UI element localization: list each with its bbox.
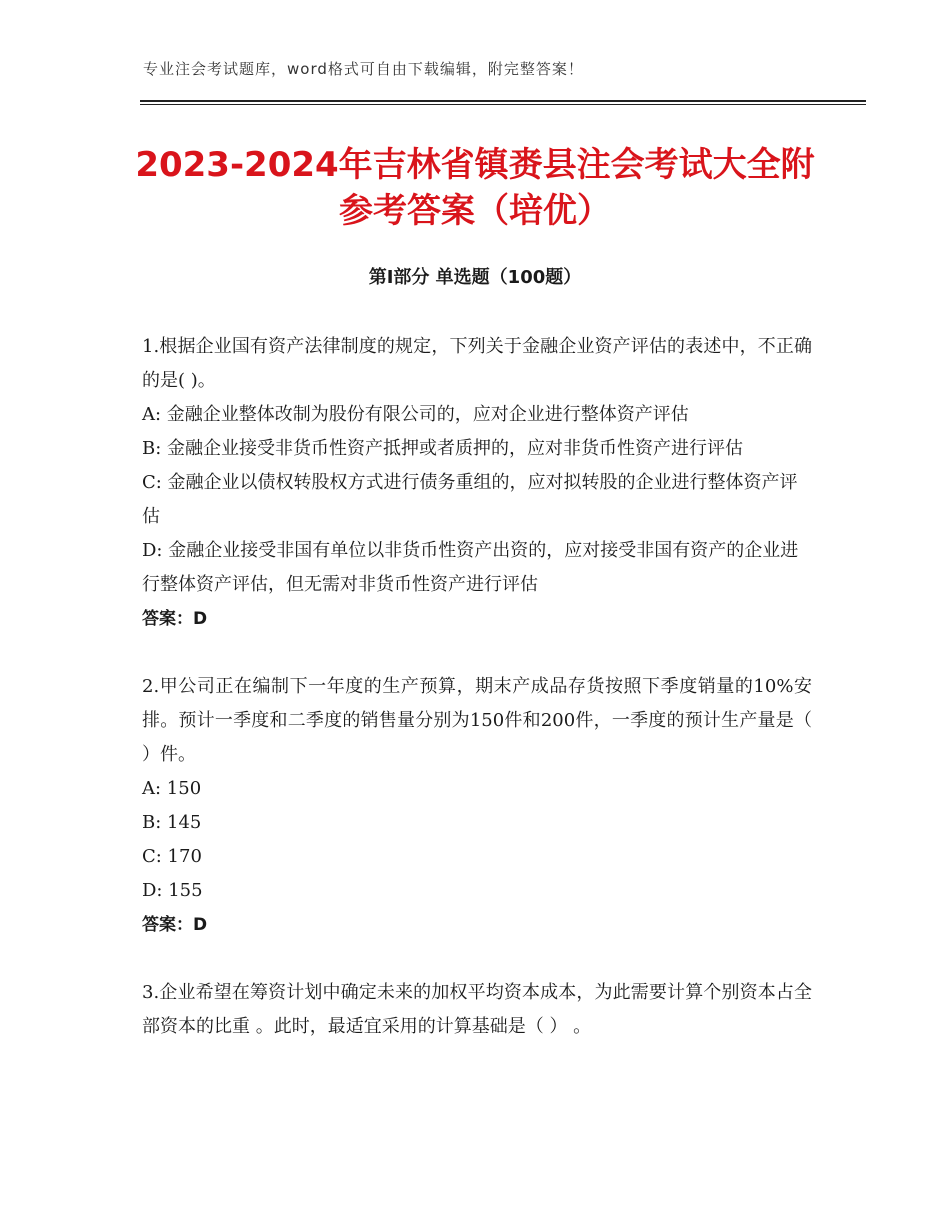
header-divider-thin — [140, 104, 866, 105]
question-1 — [142, 330, 812, 636]
question-stem: 1.根据企业国有资产法律制度的规定，下列关于金融企业资产评估的表述中，不正确的是( )。 — [142, 336, 812, 391]
question-3 — [142, 976, 812, 1044]
title-line-2: 参考答案（培优） — [339, 191, 611, 231]
option-c: C: 金融企业以债权转股权方式进行债务重组的，应对拟转股的企业进行整体资产评估 — [142, 472, 798, 527]
option-d: D: 金融企业接受非国有单位以非货币性资产出资的，应对接受非国有资产的企业进行整体资产评估，但无需对非货币性资产进行评估 — [142, 540, 799, 595]
option-a: A: 金融企业整体改制为股份有限公司的，应对企业进行整体资产评估 — [142, 404, 689, 425]
option-b: B: 145 — [142, 812, 202, 833]
answer: 答案：D — [142, 915, 208, 935]
option-d: D: 155 — [142, 880, 203, 901]
question-2 — [142, 670, 812, 942]
section-heading: 第Ⅰ部分 单选题（100题） — [368, 267, 582, 288]
question-list — [142, 330, 812, 1044]
answer: 答案：D — [142, 609, 208, 629]
question-stem: 3.企业希望在筹资计划中确定未来的加权平均资本成本，为此需要计算个别资本占全部资本的比重 。此时，最适宜采用的计算基础是（ ） 。 — [142, 982, 812, 1037]
document-title — [100, 142, 850, 234]
header-note: 专业注会考试题库，word格式可自由下载编辑，附完整答案！ — [143, 60, 584, 78]
option-c: C: 170 — [142, 846, 202, 867]
spacer — [142, 942, 812, 976]
spacer — [142, 636, 812, 670]
option-a: A: 150 — [142, 778, 202, 799]
question-stem: 2.甲公司正在编制下一年度的生产预算，期末产成品存货按照下季度销量的10%安排。预计一季度和二季度的销售量分别为150件和200件，一季度的预计生产量是（ ）件。 — [142, 676, 812, 765]
title-line-1: 2023-2024年吉林省镇赉县注会考试大全附 — [135, 145, 815, 185]
option-b: B: 金融企业接受非货币性资产抵押或者质押的，应对非货币性资产进行评估 — [142, 438, 744, 459]
header-divider — [140, 100, 866, 102]
